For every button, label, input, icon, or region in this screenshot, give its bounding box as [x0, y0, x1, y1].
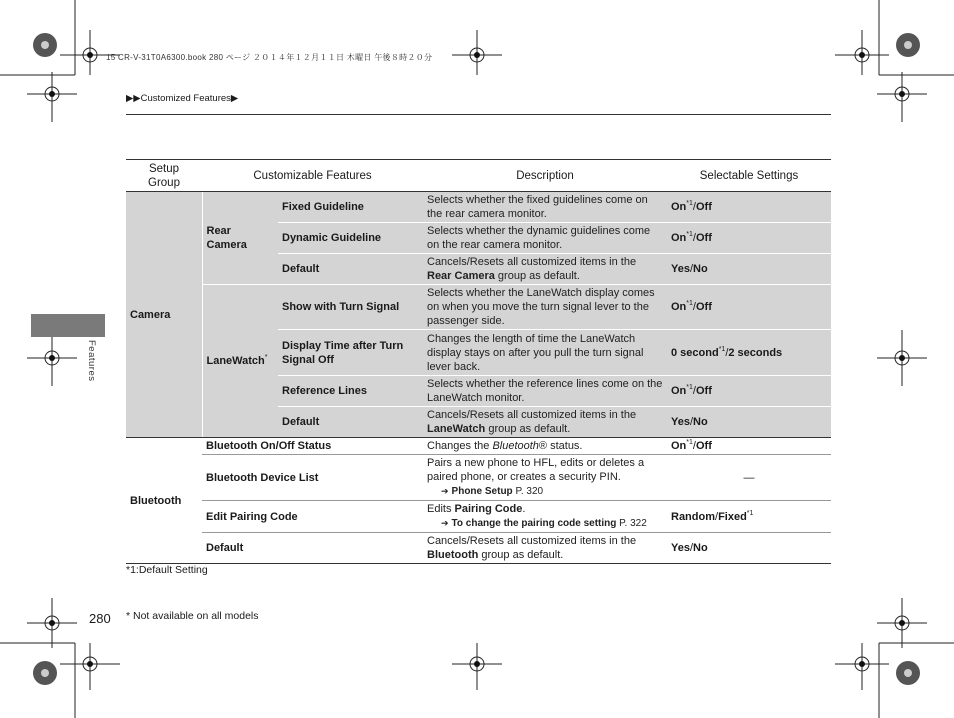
table-row — [126, 192, 831, 223]
feature-name: Dynamic Guideline — [278, 223, 423, 254]
table-row — [126, 533, 831, 564]
default-setting-footnote: *1:Default Setting — [126, 564, 208, 576]
header-customizable-features: Customizable Features — [202, 160, 423, 192]
header-selectable-settings: Selectable Settings — [667, 160, 831, 192]
feature-setting: Yes/No — [667, 533, 831, 564]
table-row — [126, 438, 831, 455]
feature-setting: — — [667, 455, 831, 501]
group-camera: Camera — [126, 192, 202, 438]
feature-description: Selects whether the reference lines come on the LaneWatch monitor. — [423, 376, 667, 407]
feature-setting: Yes/No — [667, 254, 831, 285]
side-tab-label: Features — [86, 340, 97, 382]
feature-name: Default — [278, 254, 423, 285]
reference-arrow-icon: ➔ — [441, 486, 449, 496]
feature-name: Show with Turn Signal — [278, 285, 423, 330]
breadcrumb-link[interactable]: Customized Features — [140, 93, 231, 104]
table-row — [126, 285, 831, 330]
page-reference-link[interactable]: ➔ Phone Setup P. 320 — [441, 486, 544, 497]
feature-name: Default — [202, 533, 423, 564]
table-row — [126, 455, 831, 501]
feature-description: Selects whether the dynamic guidelines come on the rear camera monitor. — [423, 223, 667, 254]
feature-setting: Yes/No — [667, 407, 831, 438]
feature-setting: On$^{*1}$/Off — [667, 192, 831, 223]
feature-setting: On$^{*1}$/Off — [667, 438, 831, 455]
reference-arrow-icon: ➔ — [441, 518, 449, 528]
table-row — [126, 501, 831, 533]
feature-description: Edits Pairing Code. ➔ To change the pairing code setting P. 322 — [423, 501, 667, 533]
header-rule — [126, 114, 831, 115]
feature-setting: On$^{*1}$/Off — [667, 223, 831, 254]
print-header: 15 CR-V-31T0A6300.book 280 ページ ２０１４年１２月１１日 木曜日 午後８時２０分 — [106, 53, 433, 62]
page-reference-link[interactable]: ➔ To change the pairing code setting P. 322 — [441, 518, 647, 529]
customized-features-table — [126, 159, 831, 564]
models-footnote: * Not available on all models — [126, 610, 259, 622]
feature-description: Changes the length of time the LaneWatch display stays on after you pull the turn signal lever back. — [423, 330, 667, 376]
feature-name: Bluetooth Device List — [202, 455, 423, 501]
feature-setting: On$^{*1}$/Off — [667, 376, 831, 407]
feature-name: Display Time after Turn Signal Off — [278, 330, 423, 376]
header-setup-group: Setup Group — [126, 160, 202, 192]
subgroup-rear-camera: Rear Camera — [202, 192, 278, 285]
group-bluetooth: Bluetooth — [126, 438, 202, 564]
feature-name: Reference Lines — [278, 376, 423, 407]
feature-description: Cancels/Resets all customized items in the LaneWatch group as default. — [423, 407, 667, 438]
breadcrumb[interactable] — [126, 93, 238, 104]
feature-name: Edit Pairing Code — [202, 501, 423, 533]
feature-description: Cancels/Resets all customized items in the Bluetooth group as default. — [423, 533, 667, 564]
page-number: 280 — [89, 611, 111, 626]
breadcrumb-arrow-icon: ▶ — [230, 93, 239, 104]
table-header-row — [126, 160, 831, 192]
feature-description: Selects whether the fixed guidelines come on the rear camera monitor. — [423, 192, 667, 223]
feature-description: Selects whether the LaneWatch display comes on when you move the turn signal lever to the passenger side. — [423, 285, 667, 330]
feature-setting: 0 second$^{*1}$/2 seconds — [667, 330, 831, 376]
subgroup-lanewatch: LaneWatch* — [202, 285, 278, 438]
header-description: Description — [423, 160, 667, 192]
breadcrumb-arrow-icon: ▶▶ — [126, 93, 141, 104]
feature-name: Default — [278, 407, 423, 438]
feature-name: Fixed Guideline — [278, 192, 423, 223]
side-tab[interactable] — [31, 314, 105, 337]
feature-setting: On$^{*1}$/Off — [667, 285, 831, 330]
feature-description: Pairs a new phone to HFL, edits or deletes a paired phone, or creates a security PIN. ➔ Phone Setup P. 320 — [423, 455, 667, 501]
feature-description: Cancels/Resets all customized items in the Rear Camera group as default. — [423, 254, 667, 285]
feature-setting: Random/Fixed$^{*1}$ — [667, 501, 831, 533]
feature-description: Changes the Bluetooth® status. — [423, 438, 667, 455]
feature-name: Bluetooth On/Off Status — [202, 438, 423, 455]
